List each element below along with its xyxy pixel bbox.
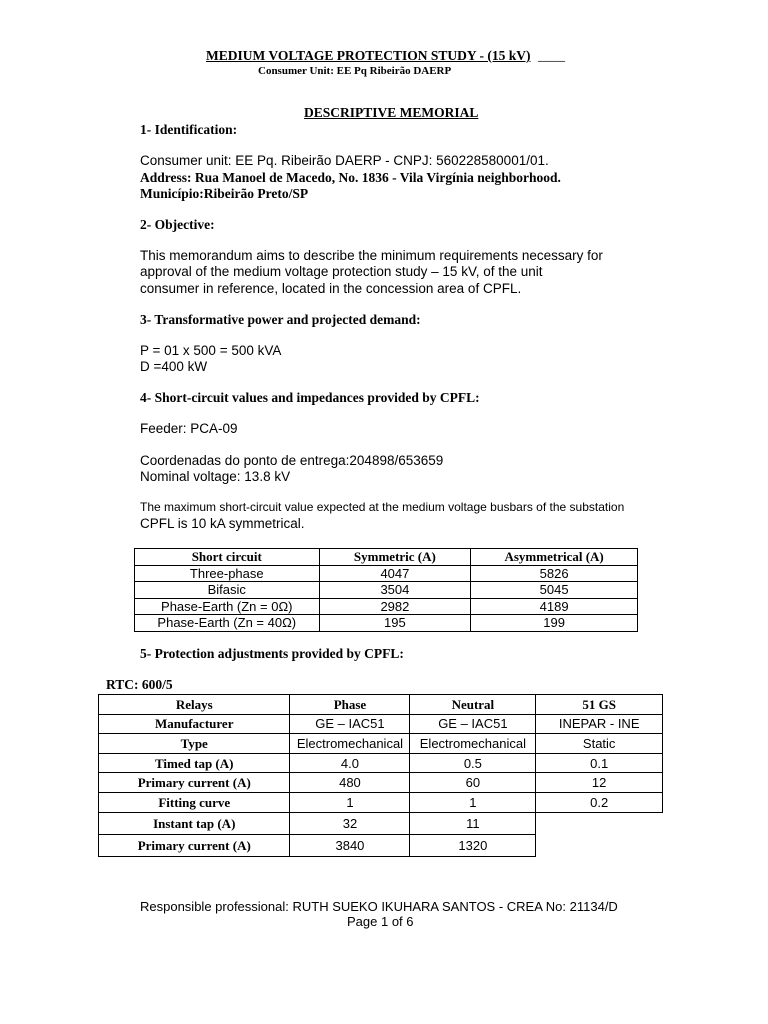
max-short-circuit-line-2: CPFL is 10 kA symmetrical. [140,516,305,531]
table-header-cell: Phase [290,695,410,715]
demand-line: D =400 kW [140,359,208,374]
table-header-cell: Neutral [410,695,536,715]
table-cell: 5826 [471,565,638,582]
table-row [99,792,663,812]
consumer-unit-subtitle: Consumer Unit: EE Pq Ribeirão DAERP [258,65,452,77]
address-line: Address: Rua Manoel de Macedo, No. 1836 - Vila Virgínia neighborhood. [140,170,561,185]
table-row-label: Primary current (A) [99,834,290,856]
table-header-row [135,549,638,566]
table-row [99,834,663,856]
page-number: Page 1 of 6 [347,914,414,929]
table-cell: 480 [290,773,410,793]
table-row [135,598,638,615]
table-row-label: Primary current (A) [99,773,290,793]
memorial-heading: DESCRIPTIVE MEMORIAL [304,105,479,120]
table-cell: 0.2 [536,792,663,812]
table-cell: 12 [536,773,663,793]
table-row [99,753,663,773]
relay-settings-table [98,694,663,857]
section-2-heading: 2- Objective: [140,217,215,232]
table-cell: GE – IAC51 [290,714,410,734]
table-header-cell: Symmetric (A) [319,549,471,566]
table-row-label: Fitting curve [99,792,290,812]
table-cell-empty [536,834,663,856]
power-line: P = 01 x 500 = 500 kVA [140,343,282,358]
short-circuit-table [134,548,638,632]
table-cell: 5045 [471,582,638,599]
feeder-line: Feeder: PCA-09 [140,421,238,436]
objective-line-3: consumer in reference, located in the concession area of CPFL. [140,281,522,296]
table-row-label: Timed tap (A) [99,753,290,773]
table-cell: 3840 [290,834,410,856]
table-cell: Electromechanical [410,734,536,754]
table-header-cell: Short circuit [135,549,320,566]
table-cell: 4047 [319,565,471,582]
responsible-professional: Responsible professional: RUTH SUEKO IKUHARA SANTOS - CREA No: 21134/D [140,899,618,914]
table-row [99,812,663,834]
table-cell: 32 [290,812,410,834]
section-1-heading: 1- Identification: [140,122,238,137]
consumer-unit-line: Consumer unit: EE Pq. Ribeirão DAERP - CNPJ: 560228580001/01. [140,153,549,168]
section-5-heading: 5- Protection adjustments provided by CPFL: [140,646,404,661]
table-row [99,773,663,793]
table-cell: Three-phase [135,565,320,582]
table-header-row [99,695,663,715]
table-cell: 195 [319,615,471,632]
coordinates-line: Coordenadas do ponto de entrega:204898/653659 [140,453,444,468]
table-cell: Phase-Earth (Zn = 40Ω) [135,615,320,632]
document-title: MEDIUM VOLTAGE PROTECTION STUDY - (15 kV) [206,48,531,63]
table-cell: Electromechanical [290,734,410,754]
table-cell: 199 [471,615,638,632]
max-short-circuit-line-1: The maximum short-circuit value expected at the medium voltage busbars of the substation [140,500,625,514]
table-row [99,734,663,754]
table-cell: 4.0 [290,753,410,773]
table-cell: 0.5 [410,753,536,773]
table-cell: Phase-Earth (Zn = 0Ω) [135,598,320,615]
table-cell: 2982 [319,598,471,615]
table-cell: 1320 [410,834,536,856]
section-4-heading: 4- Short-circuit values and impedances provided by CPFL: [140,390,480,405]
table-cell: INEPAR - INE [536,714,663,734]
table-cell: Static [536,734,663,754]
objective-line-1: This memorandum aims to describe the minimum requirements necessary for [140,248,603,263]
table-cell: 0.1 [536,753,663,773]
table-cell: Bifasic [135,582,320,599]
table-row [135,582,638,599]
table-cell: GE – IAC51 [410,714,536,734]
title-underline-trail: ____ [538,48,565,63]
table-cell: 1 [290,792,410,812]
municipio-line: Município:Ribeirão Preto/SP [140,186,309,201]
table-header-cell: Relays [99,695,290,715]
table-cell-empty [536,812,663,834]
section-3-heading: 3- Transformative power and projected demand: [140,312,421,327]
table-row-label: Manufacturer [99,714,290,734]
table-cell: 60 [410,773,536,793]
table-cell: 11 [410,812,536,834]
table-row-label: Instant tap (A) [99,812,290,834]
table-header-cell: Asymmetrical (A) [471,549,638,566]
table-row [135,615,638,632]
table-cell: 1 [410,792,536,812]
table-row [99,714,663,734]
rtc-label: RTC: 600/5 [106,677,173,692]
table-row [135,565,638,582]
table-row-label: Type [99,734,290,754]
table-cell: 4189 [471,598,638,615]
table-header-cell: 51 GS [536,695,663,715]
nominal-voltage-line: Nominal voltage: 13.8 kV [140,469,291,484]
objective-line-2: approval of the medium voltage protection study – 15 kV, of the unit [140,264,543,279]
table-cell: 3504 [319,582,471,599]
